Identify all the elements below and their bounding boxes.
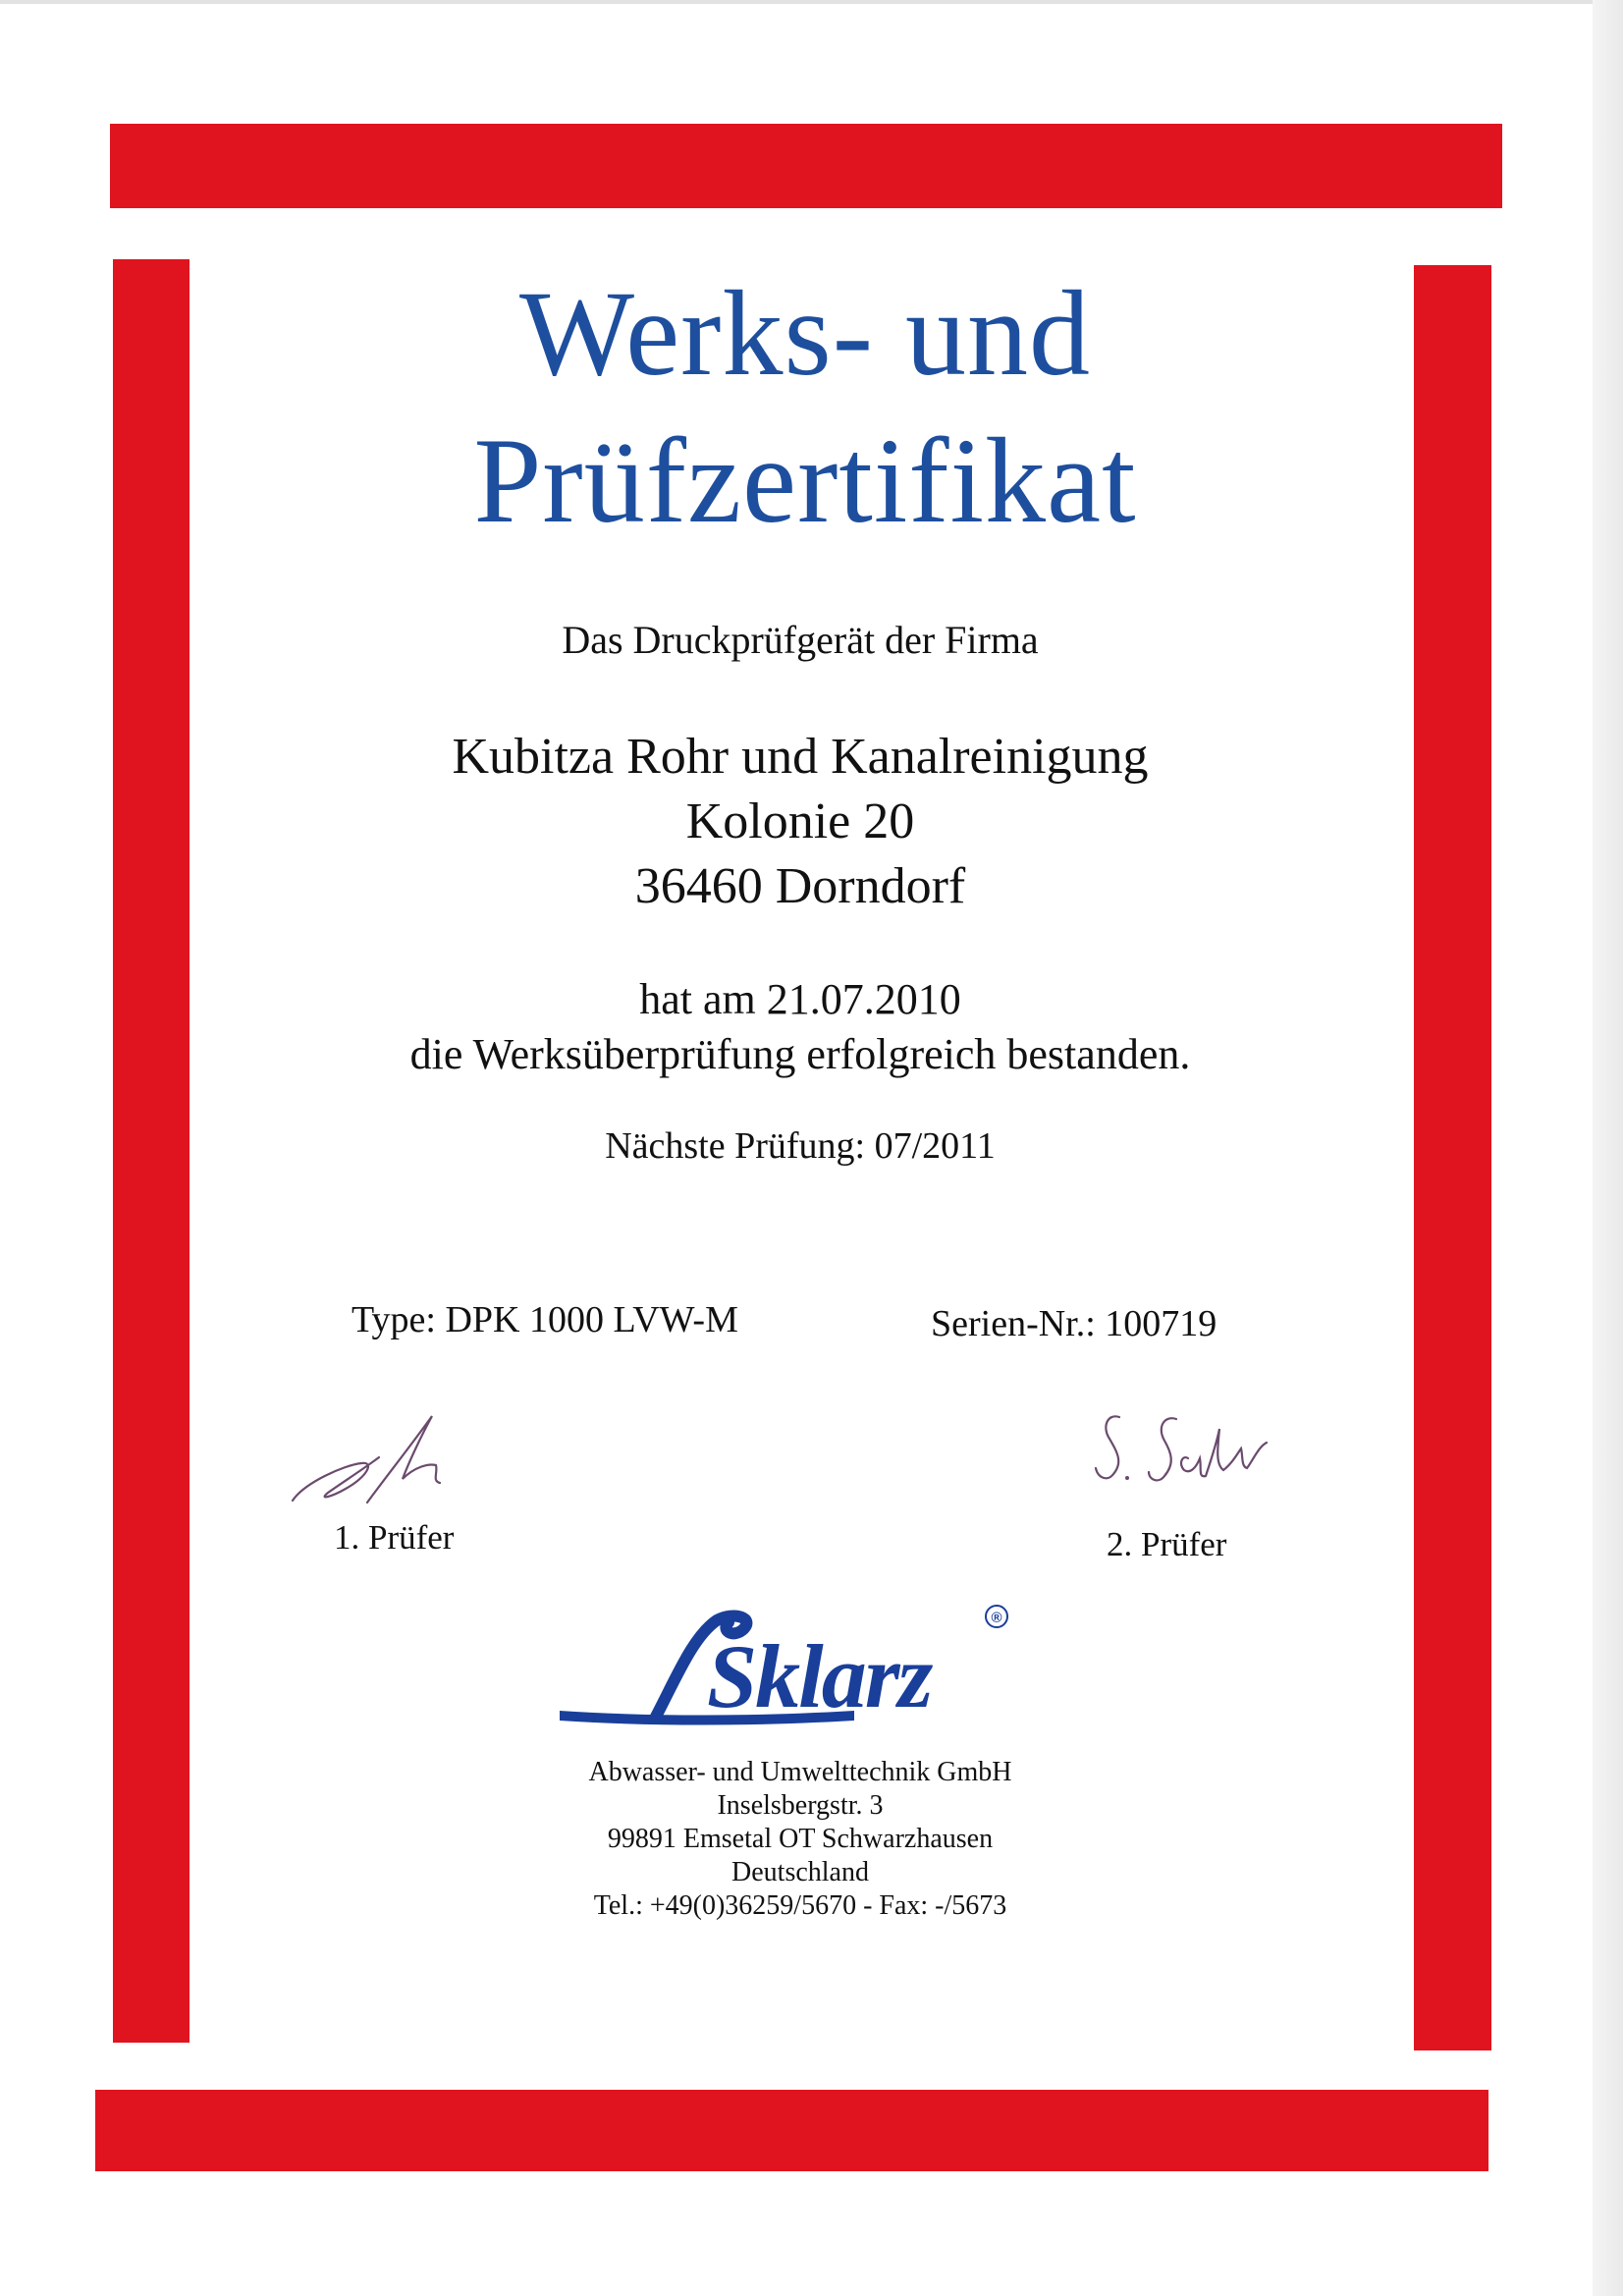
customer-city: 36460 Dorndorf [634,858,966,914]
serial-number: Serien-Nr.: 100719 [931,1303,1217,1344]
scan-right-edge [1593,0,1623,2296]
red-border-right [1414,265,1491,2050]
test-result [196,972,1404,1082]
device-type: Type: DPK 1000 LVW-M [352,1299,738,1340]
next-inspection: Nächste Prüfung: 07/2011 [605,1125,996,1167]
red-border-bottom [95,2090,1488,2171]
issuer-company: Abwasser- und Umwelttechnik GmbH [588,1757,1012,1787]
customer-street: Kolonie 20 [685,793,915,849]
inspector-2-label: 2. Prüfer [1107,1525,1227,1563]
issuer-contact: Tel.: +49(0)36259/5670 - Fax: -/5673 [593,1890,1007,1921]
title-line-1: Werks- und [519,266,1091,401]
certificate-title [295,260,1316,555]
inspector-1-label: 1. Prüfer [334,1518,455,1557]
inspector-2-signature [1080,1399,1296,1527]
logo-wordmark: Sklarz [707,1626,932,1726]
issuer-address [196,1756,1404,1923]
customer-address [196,725,1404,919]
sklarz-logo [560,1601,1011,1738]
customer-name: Kubitza Rohr und Kanalreinigung [452,729,1149,785]
red-border-top [110,124,1502,208]
test-passed-line: die Werksüberprüfung erfolgreich bestanden. [409,1030,1191,1078]
issuer-street: Inselsbergstr. 3 [717,1790,884,1821]
intro-text: Das Druckprüfgerät der Firma [562,618,1039,662]
inspector-1-signature [285,1394,501,1522]
test-date-line: hat am 21.07.2010 [639,975,961,1023]
issuer-country: Deutschland [731,1857,869,1887]
scan-top-edge [0,0,1623,4]
red-border-left [113,259,189,2043]
title-line-2: Prüfzertifikat [473,413,1137,548]
registered-mark: ® [991,1610,1002,1626]
issuer-city: 99891 Emsetal OT Schwarzhausen [607,1824,994,1854]
